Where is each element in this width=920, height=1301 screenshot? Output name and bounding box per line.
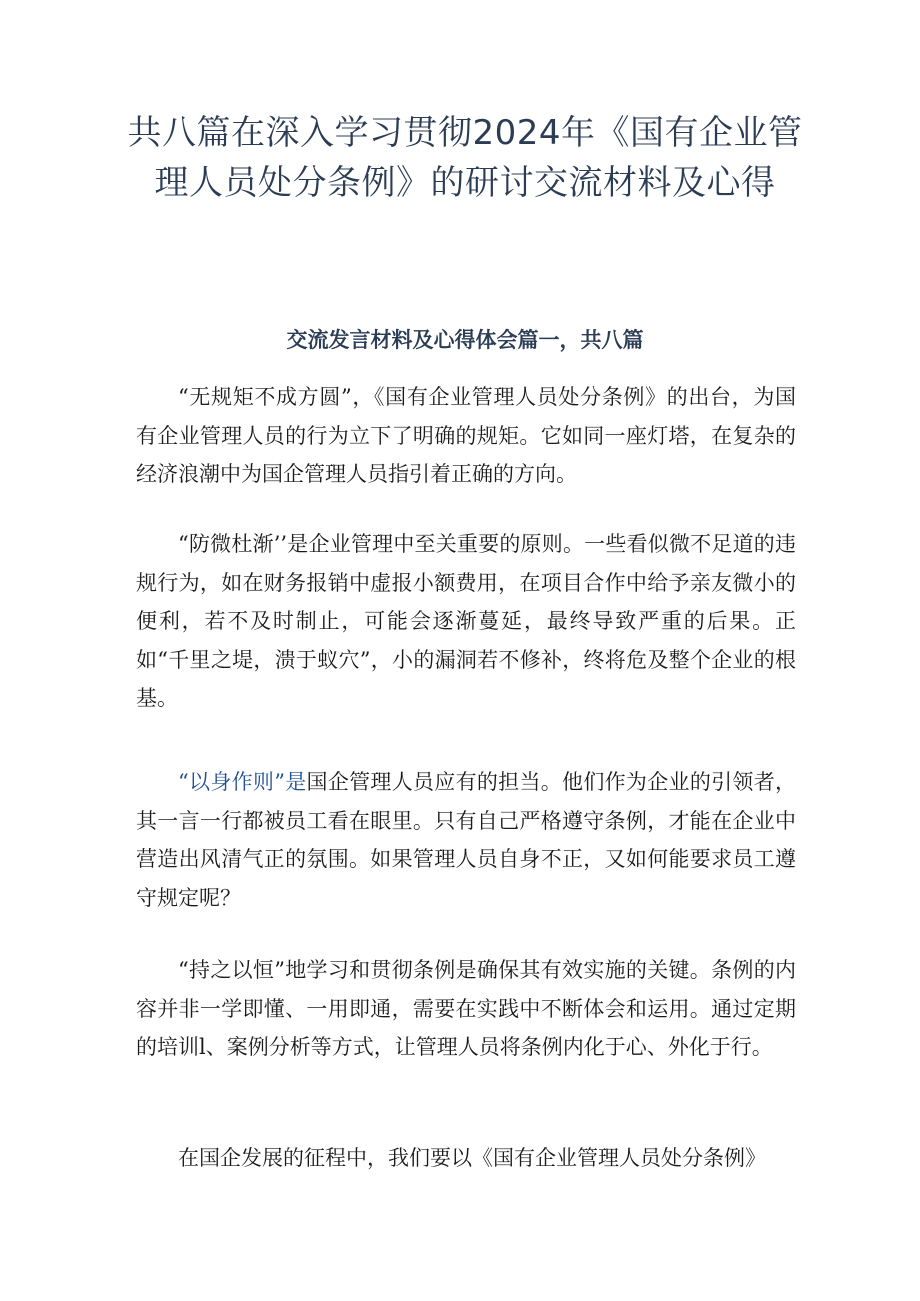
paragraph-4 xyxy=(136,951,796,1067)
paragraph-1 xyxy=(136,378,796,494)
paragraph-text: “无规矩不成方圆”，《国有企业管理人员处分条例》的出台，为国有企业管理人员的行为立下了明确的规矩。它如同一座灯塔，在复杂的经济浪潮中为国企管理人员指引着正确的方向。 xyxy=(136,385,796,486)
paragraph-text: 国企管理人员应有的担当。他们作为企业的引领者，其一言一行都被员工看在眼里。只有自己严格遵守条例，才能在企业中营造出风清气正的氛围。如果管理人员自身不正，又如何能要求员工遵守规定呢？ xyxy=(136,770,796,910)
document-title: 共八篇在深入学习贯彻2024年《国有企业管理人员处分条例》的研讨交流材料及心得 xyxy=(127,113,803,203)
paragraph-2 xyxy=(136,525,796,718)
highlighted-phrase: “以身作则”是 xyxy=(178,770,307,794)
paragraph-text: “持之以恒”地学习和贯彻条例是确保其有效实施的关键。条例的内容并非一学即懂、一用即通，需要在实践中不断体会和运用。通过定期的培训l、案例分析等方式，让管理人员将条例内化于心、外化于行。 xyxy=(136,958,796,1059)
section-heading: 交流发言材料及心得体会篇一，共八篇 xyxy=(286,328,644,352)
paragraph-5 xyxy=(136,1139,796,1178)
paragraph-text: 在国企发展的征程中，我们要以《国有企业管理人员处分条例》 xyxy=(178,1146,766,1170)
paragraph-text: “防微杜渐’’是企业管理中至关重要的原则。一些看似微不足道的违规行为，如在财务报销中虚报小额费用，在项目合作中给予亲友微小的便利，若不及时制止，可能会逐渐蔓延，最终导致严重的后果。正如“千里之堤，溃于蚁穴”，小的漏洞若不修补，终将危及整个企业的根基。 xyxy=(136,532,796,710)
paragraph-3 xyxy=(136,763,796,917)
